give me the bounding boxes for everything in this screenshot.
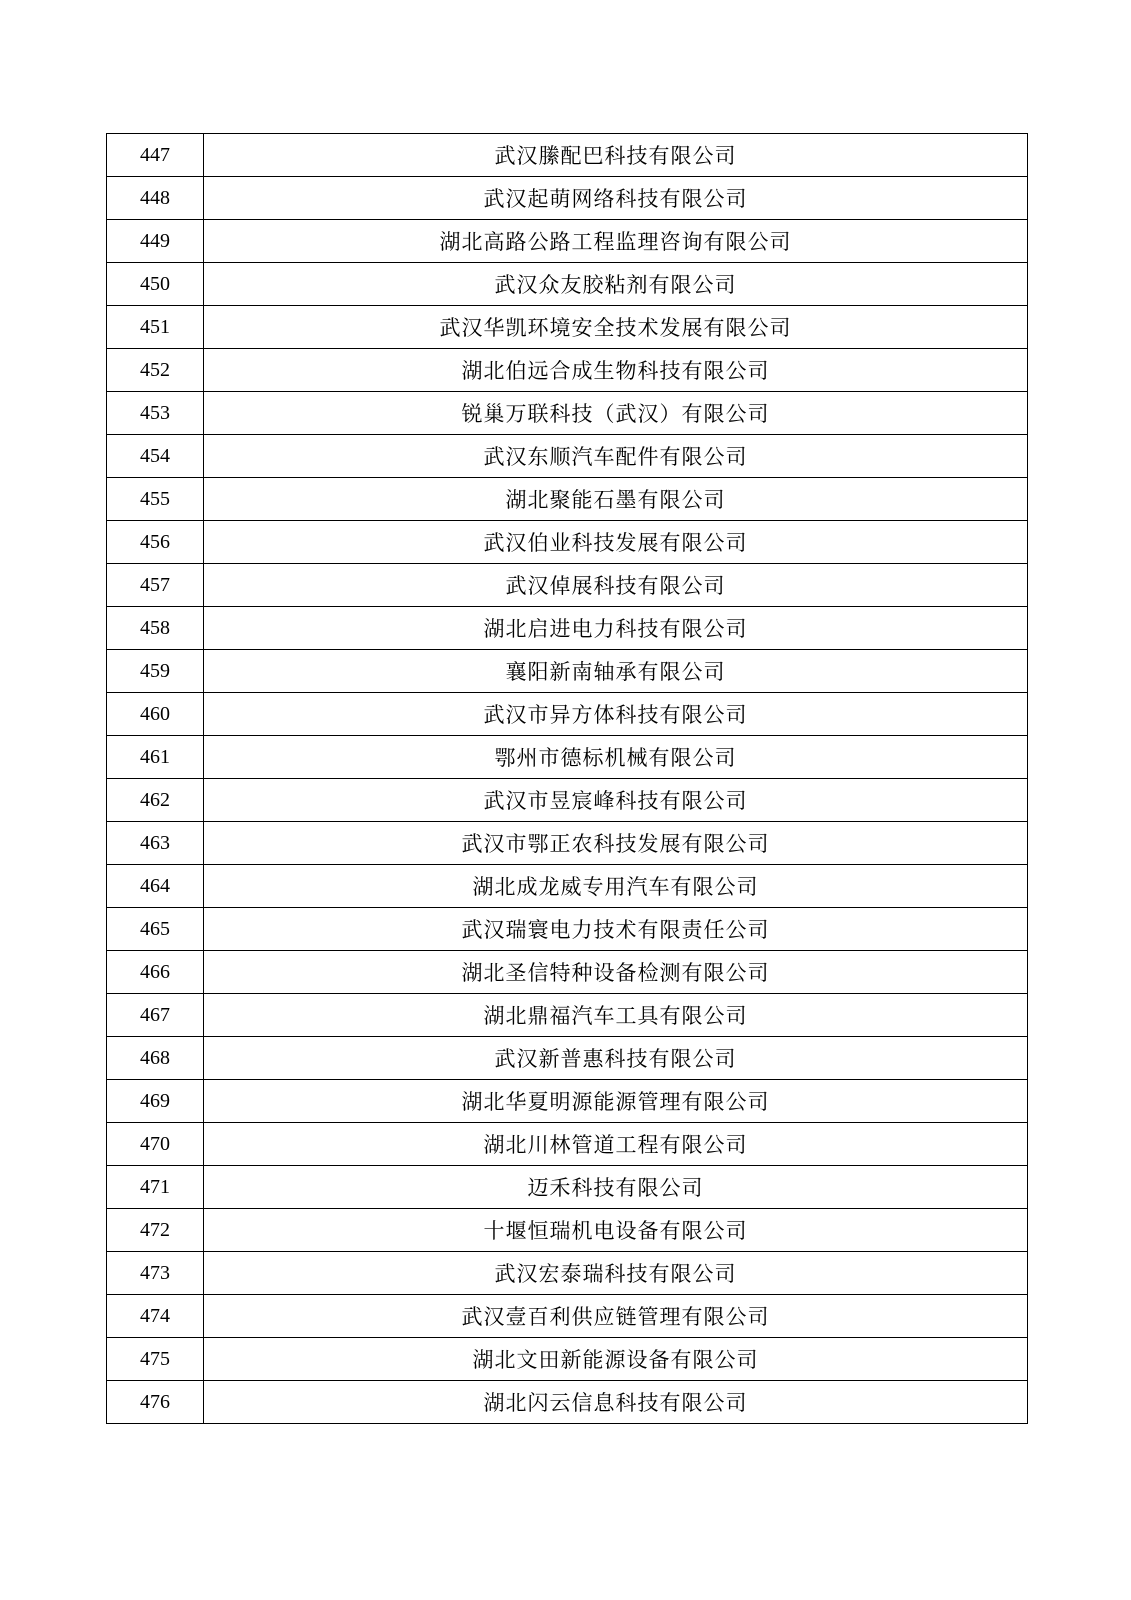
table-row (107, 478, 1028, 521)
row-number-cell: 465 (107, 908, 204, 951)
table-row (107, 994, 1028, 1037)
row-number-cell: 461 (107, 736, 204, 779)
row-number-cell: 459 (107, 650, 204, 693)
table-row (107, 951, 1028, 994)
company-name-cell: 湖北成龙威专用汽车有限公司 (204, 865, 1028, 908)
company-name-cell: 湖北高路公路工程监理咨询有限公司 (204, 220, 1028, 263)
row-number-cell: 457 (107, 564, 204, 607)
company-name-cell: 武汉倬展科技有限公司 (204, 564, 1028, 607)
row-number-cell: 463 (107, 822, 204, 865)
company-name-cell: 武汉伯业科技发展有限公司 (204, 521, 1028, 564)
table-row (107, 822, 1028, 865)
table-row (107, 908, 1028, 951)
company-name-cell: 武汉起萌网络科技有限公司 (204, 177, 1028, 220)
table-row (107, 779, 1028, 822)
company-name-cell: 武汉新普惠科技有限公司 (204, 1037, 1028, 1080)
row-number-cell: 472 (107, 1209, 204, 1252)
table-row (107, 1123, 1028, 1166)
company-name-cell: 湖北聚能石墨有限公司 (204, 478, 1028, 521)
company-name-cell: 武汉华凯环境安全技术发展有限公司 (204, 306, 1028, 349)
row-number-cell: 447 (107, 134, 204, 177)
company-name-cell: 武汉瑞寰电力技术有限责任公司 (204, 908, 1028, 951)
row-number-cell: 467 (107, 994, 204, 1037)
table-row (107, 349, 1028, 392)
row-number-cell: 473 (107, 1252, 204, 1295)
table-row (107, 650, 1028, 693)
company-name-cell: 锐巢万联科技（武汉）有限公司 (204, 392, 1028, 435)
table-row (107, 1166, 1028, 1209)
row-number-cell: 466 (107, 951, 204, 994)
company-name-cell: 湖北鼎福汽车工具有限公司 (204, 994, 1028, 1037)
table-row (107, 1037, 1028, 1080)
row-number-cell: 454 (107, 435, 204, 478)
row-number-cell: 468 (107, 1037, 204, 1080)
row-number-cell: 464 (107, 865, 204, 908)
row-number-cell: 458 (107, 607, 204, 650)
row-number-cell: 453 (107, 392, 204, 435)
table-row (107, 392, 1028, 435)
table-row (107, 435, 1028, 478)
row-number-cell: 452 (107, 349, 204, 392)
table-body (107, 134, 1028, 1424)
table-row (107, 865, 1028, 908)
row-number-cell: 474 (107, 1295, 204, 1338)
row-number-cell: 470 (107, 1123, 204, 1166)
company-name-cell: 湖北启进电力科技有限公司 (204, 607, 1028, 650)
table-row (107, 736, 1028, 779)
row-number-cell: 460 (107, 693, 204, 736)
table-row (107, 263, 1028, 306)
row-number-cell: 476 (107, 1381, 204, 1424)
company-name-cell: 武汉市昱宸峰科技有限公司 (204, 779, 1028, 822)
row-number-cell: 471 (107, 1166, 204, 1209)
row-number-cell: 475 (107, 1338, 204, 1381)
company-name-cell: 湖北闪云信息科技有限公司 (204, 1381, 1028, 1424)
company-name-cell: 武汉壹百利供应链管理有限公司 (204, 1295, 1028, 1338)
company-name-cell: 湖北文田新能源设备有限公司 (204, 1338, 1028, 1381)
company-name-cell: 武汉东顺汽车配件有限公司 (204, 435, 1028, 478)
table-row (107, 1252, 1028, 1295)
row-number-cell: 450 (107, 263, 204, 306)
company-name-cell: 鄂州市德标机械有限公司 (204, 736, 1028, 779)
table-row (107, 1381, 1028, 1424)
row-number-cell: 449 (107, 220, 204, 263)
table-row (107, 134, 1028, 177)
row-number-cell: 448 (107, 177, 204, 220)
company-name-cell: 武汉众友胶粘剂有限公司 (204, 263, 1028, 306)
row-number-cell: 469 (107, 1080, 204, 1123)
company-name-cell: 襄阳新南轴承有限公司 (204, 650, 1028, 693)
table-row (107, 306, 1028, 349)
table-row (107, 693, 1028, 736)
company-name-cell: 武汉市鄂正农科技发展有限公司 (204, 822, 1028, 865)
table-row (107, 564, 1028, 607)
company-name-cell: 武汉縢配巴科技有限公司 (204, 134, 1028, 177)
company-name-cell: 武汉市异方体科技有限公司 (204, 693, 1028, 736)
table-row (107, 220, 1028, 263)
table-row (107, 177, 1028, 220)
table-row (107, 521, 1028, 564)
company-name-cell: 迈禾科技有限公司 (204, 1166, 1028, 1209)
row-number-cell: 462 (107, 779, 204, 822)
table-row (107, 1295, 1028, 1338)
company-name-cell: 武汉宏泰瑞科技有限公司 (204, 1252, 1028, 1295)
table-row (107, 607, 1028, 650)
table-row (107, 1080, 1028, 1123)
row-number-cell: 451 (107, 306, 204, 349)
company-name-cell: 湖北华夏明源能源管理有限公司 (204, 1080, 1028, 1123)
company-name-cell: 湖北川林管道工程有限公司 (204, 1123, 1028, 1166)
company-name-cell: 湖北圣信特种设备检测有限公司 (204, 951, 1028, 994)
company-name-cell: 十堰恒瑞机电设备有限公司 (204, 1209, 1028, 1252)
table-row (107, 1338, 1028, 1381)
table-row (107, 1209, 1028, 1252)
company-name-cell: 湖北伯远合成生物科技有限公司 (204, 349, 1028, 392)
company-list-table (106, 133, 1028, 1424)
row-number-cell: 455 (107, 478, 204, 521)
row-number-cell: 456 (107, 521, 204, 564)
